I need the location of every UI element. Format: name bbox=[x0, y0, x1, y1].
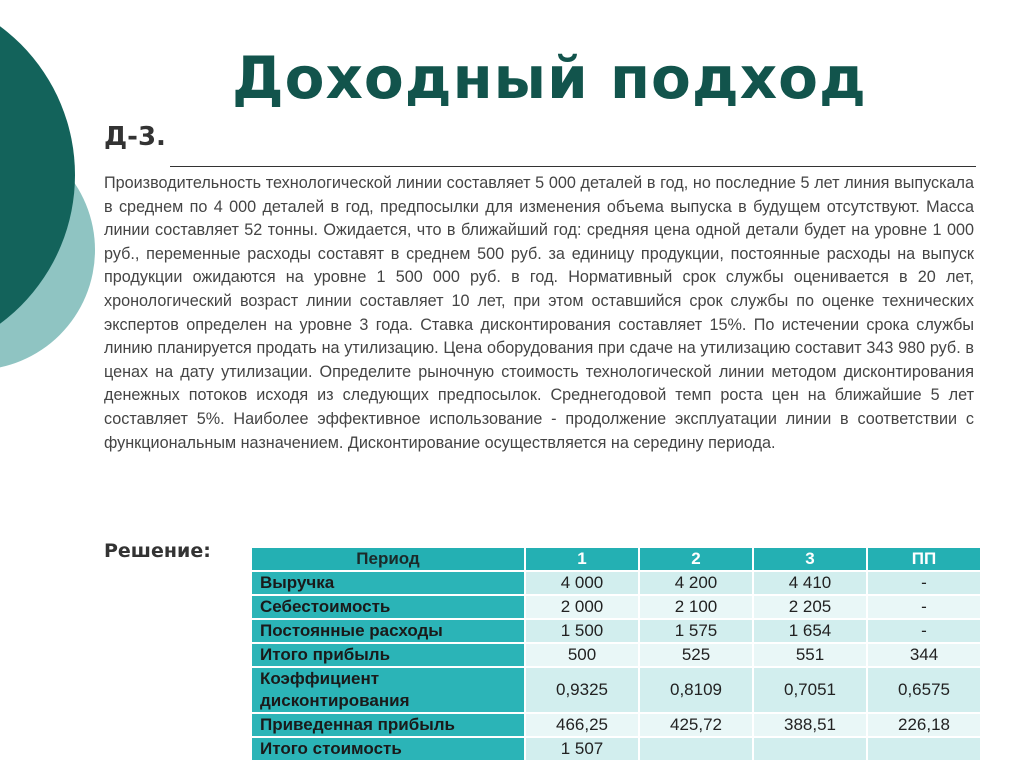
table-row-total-value bbox=[251, 737, 981, 761]
table-cell: 0,6575 bbox=[867, 667, 981, 713]
row-label: Постоянные расходы bbox=[251, 619, 525, 643]
table-cell: 1 575 bbox=[639, 619, 753, 643]
table-cell: 1 507 bbox=[525, 737, 639, 761]
row-label: Итого прибыль bbox=[251, 643, 525, 667]
table-cell: 226,18 bbox=[867, 713, 981, 737]
table-header-row bbox=[251, 547, 981, 571]
table-cell: 525 bbox=[639, 643, 753, 667]
table-cell: 0,8109 bbox=[639, 667, 753, 713]
header-period-1: 1 bbox=[525, 547, 639, 571]
table-cell: 388,51 bbox=[753, 713, 867, 737]
table-row-cost bbox=[251, 595, 981, 619]
table-cell: 1 500 bbox=[525, 619, 639, 643]
header-period-3: 3 bbox=[753, 547, 867, 571]
table-cell: 425,72 bbox=[639, 713, 753, 737]
problem-text: Производительность технологической линии составляет 5 000 деталей в год, но последние 5 лет линия выпускала в среднем по 4 000 деталей в год, предпосылки для изменения объема выпуска в будущем отсутствуют. Масса линии составляет 52 тонны. Ожидается, что в ближайший год: средняя цена одной детали будет на уровне 1 000 руб., переменные расходы составят в среднем 500 руб. за единицу продукции, постоянные расходы на выпуск продукции ожидаются на уровне 1 500 000 руб. в год. Нормативный срок службы оценивается в 20 лет, хронологический возраст линии составляет 10 лет, при этом оставшийся срок службы по оценке технических экспертов определен на уровне 3 года. Ставка дисконтирования составляет 15%. По истечении срока службы линию планируется продать на утилизацию. Цена оборудования при сдаче на утилизацию составит 343 980 руб. в ценах на дату утилизации. Определите рыночную стоимость технологической линии методом дисконтирования денежных потоков исходя из следующих предпосылок. Среднегодовой темп роста цен на ближайшие 5 лет составляет 5%. Наиболее эффективное использование - продолжение эксплуатации линии в соответствии с функциональным назначением. Дисконтирование осуществляется на середину периода. bbox=[104, 174, 974, 452]
table-cell: 466,25 bbox=[525, 713, 639, 737]
divider bbox=[170, 166, 976, 167]
row-label: Итого стоимость bbox=[251, 737, 525, 761]
table-row-present-profit bbox=[251, 713, 981, 737]
table-cell: 4 200 bbox=[639, 571, 753, 595]
table-cell: - bbox=[867, 571, 981, 595]
header-period: Период bbox=[251, 547, 525, 571]
header-postforecast: ПП bbox=[867, 547, 981, 571]
table-cell: 2 100 bbox=[639, 595, 753, 619]
table-cell: - bbox=[867, 619, 981, 643]
table-cell: 1 654 bbox=[753, 619, 867, 643]
table-cell: 344 bbox=[867, 643, 981, 667]
problem-number: Д-3. bbox=[104, 122, 166, 152]
row-label: Выручка bbox=[251, 571, 525, 595]
table-cell: 2 000 bbox=[525, 595, 639, 619]
table-row-total-profit bbox=[251, 643, 981, 667]
table-cell bbox=[753, 737, 867, 761]
row-label: Себестоимость bbox=[251, 595, 525, 619]
table-cell: - bbox=[867, 595, 981, 619]
solution-label: Решение: bbox=[104, 540, 211, 562]
table-row-revenue bbox=[251, 571, 981, 595]
page-title: Доходный подход bbox=[232, 44, 867, 112]
table-cell: 0,9325 bbox=[525, 667, 639, 713]
table-cell bbox=[639, 737, 753, 761]
results-table bbox=[250, 546, 982, 762]
table-cell: 500 bbox=[525, 643, 639, 667]
table-cell: 4 410 bbox=[753, 571, 867, 595]
table-cell: 4 000 bbox=[525, 571, 639, 595]
table-cell: 2 205 bbox=[753, 595, 867, 619]
table-cell: 551 bbox=[753, 643, 867, 667]
row-label: Приведенная прибыль bbox=[251, 713, 525, 737]
table-row-discount-factor bbox=[251, 667, 981, 713]
table-cell: 0,7051 bbox=[753, 667, 867, 713]
row-label: Коэффициент дисконтирования bbox=[251, 667, 525, 713]
header-period-2: 2 bbox=[639, 547, 753, 571]
table-cell bbox=[867, 737, 981, 761]
table-row-fixed-costs bbox=[251, 619, 981, 643]
